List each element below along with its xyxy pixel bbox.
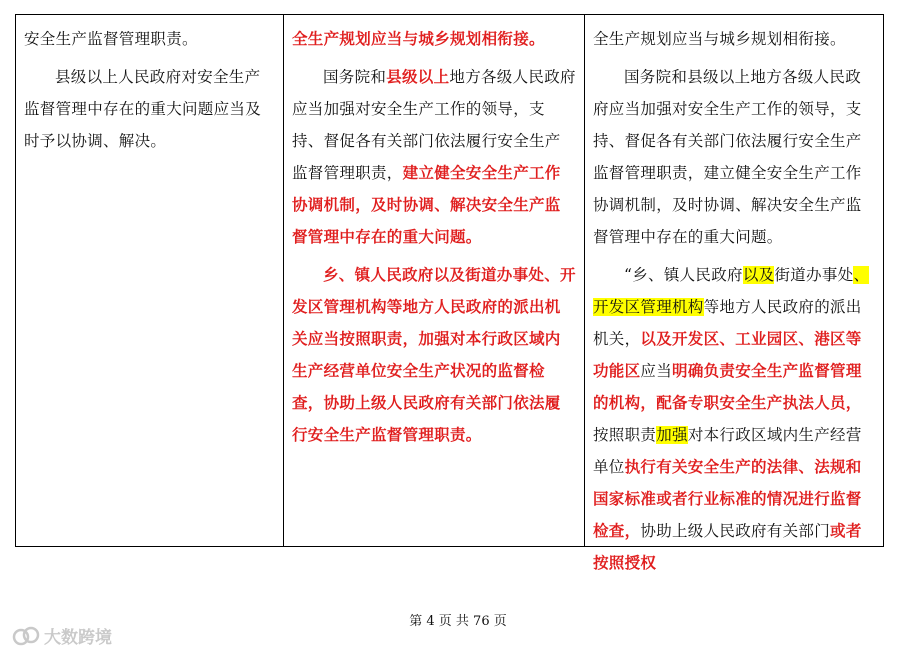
paragraph [292,61,576,253]
text-span: 地方各级人民政府应当加强对安全生产工作的领导，支持、督促各有关部门依法履行安全生产监督管理职责， [292,68,576,182]
column-original [16,15,284,546]
paragraph: 全生产规划应当与城乡规划相衔接。 [292,29,545,48]
paragraph: 乡、镇人民政府以及街道办事处、开发区管理机构等地方人民政府的派出机关应当按照职责，加强对本行政区域内生产经营单位安全生产状况的监督检查，协助上级人民政府有关部门依法履行安全生产监督管理职责。 [292,265,576,444]
column-revised [284,15,585,546]
changed-text: 建立健全安全生产工作协调机制，及时协调、解决安全生产监督管理中存在的重大问题。 [292,163,561,246]
logo-icon [12,625,40,647]
text-span: 协助上级人民政府有关部门 [640,522,831,540]
paragraph: 县级以上人民政府对安全生产监督管理中存在的重大问题应当及时予以协调、解决。 [24,68,262,150]
page-number: 第 4 页 共 76 页 [409,614,507,629]
column-final [585,15,883,572]
changed-text: 县级以上 [386,67,450,86]
paragraph [593,259,875,579]
changed-text: 或者按照授权 [593,521,862,572]
highlighted-text: 、 [853,266,870,284]
paragraph: 全生产规划应当与城乡规划相衔接。 [593,30,846,48]
changed-text: 执行有关安全生产的法律、法规和国家标准或者行业标准的情况进行监督检查， [593,457,862,540]
text-span: 按照职责 [593,426,657,444]
text-span: “乡、镇人民政府 [624,266,743,284]
paragraph: 安全生产监督管理职责。 [24,30,198,48]
text-span: 街道办事处 [774,266,854,284]
text-span: 国务院和 [323,68,387,86]
text-span: 应当 [640,362,673,380]
changed-text: 明确负责安全生产监督管理的机构，配备专职安全生产执法人员， [593,361,862,412]
changed-text: 以及开发区、工业园区、港区等功能区 [593,329,862,380]
highlighted-text: 开发区管理机构 [593,298,704,316]
watermark [12,623,112,648]
paragraph: 国务院和县级以上地方各级人民政府应当加强对安全生产工作的领导，支持、督促各有关部门依法履行安全生产监督管理职责，建立健全安全生产工作协调机制，及时协调、解决安全生产监督管理中存在的重大问题。 [593,68,862,246]
comparison-table [15,14,884,572]
highlighted-text: 加强 [656,426,688,444]
text-span: 等地方人民政府的派出机关， [593,298,862,348]
watermark-text: 大数跨境 [44,628,112,648]
text-span: 对本行政区域内生产经营单位 [593,426,862,476]
highlighted-text: 以及 [742,266,775,284]
